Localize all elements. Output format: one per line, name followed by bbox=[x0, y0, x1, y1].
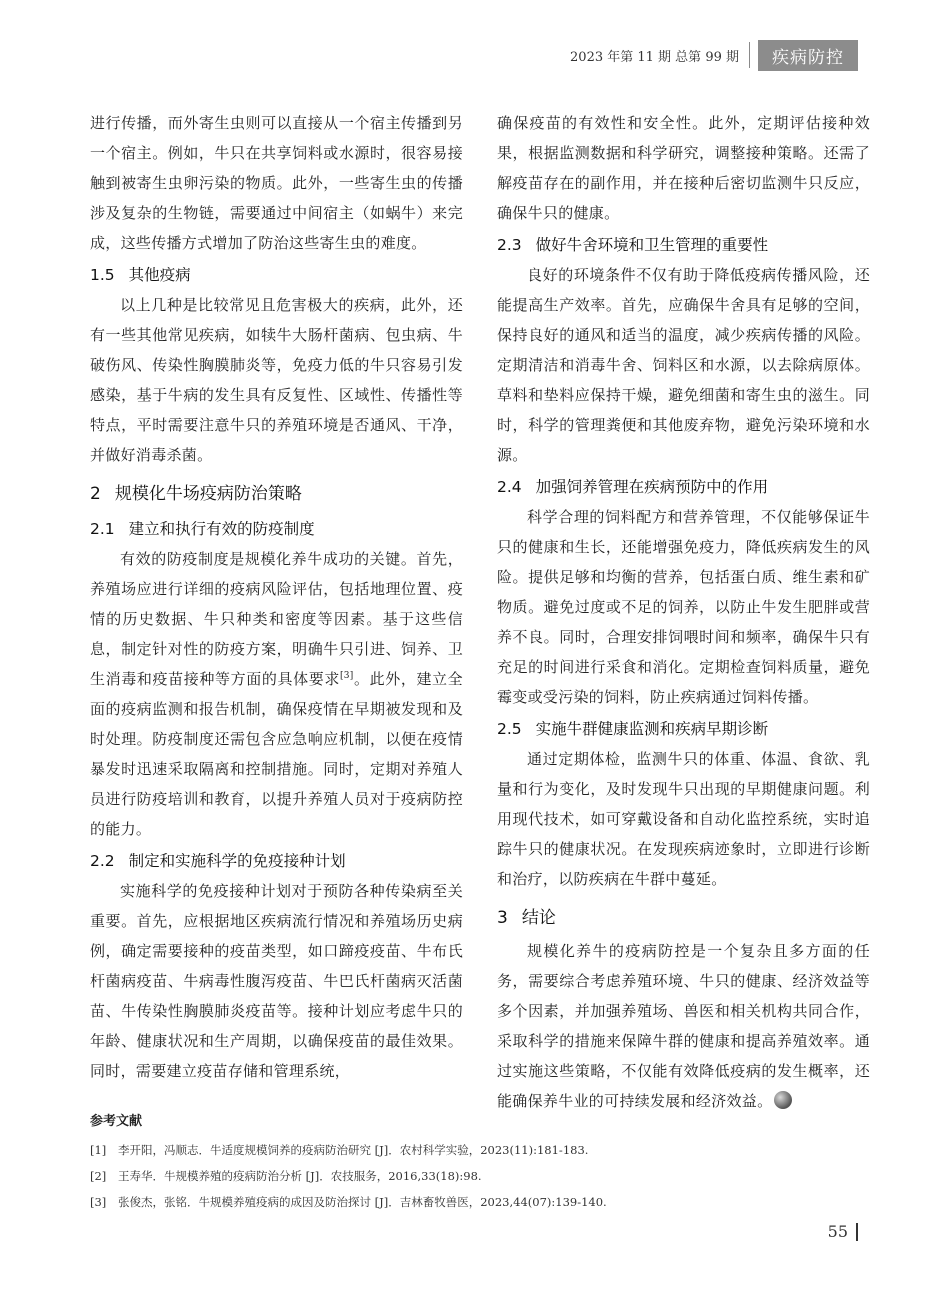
paragraph bbox=[90, 108, 463, 258]
paragraph bbox=[497, 502, 870, 712]
subsection-heading bbox=[497, 230, 870, 260]
heading-text: 做好牛舍环境和卫生管理的重要性 bbox=[535, 236, 769, 254]
paragraph-text: 良好的环境条件不仅有助于降低疫病传播风险，还能提高生产效率。首先，应确保牛舍具有足够的空间，保持良好的通风和适当的温度，减少疾病传播的风险。定期清洁和消毒牛舍、饲料区和水源，以去除病原体。草料和垫料应保持干燥，避免细菌和寄生虫的滋生。同时，科学的管理粪便和其他废弃物，避免污染环境和水源。 bbox=[497, 266, 870, 464]
subsection-heading bbox=[90, 514, 463, 544]
paragraph bbox=[497, 260, 870, 470]
reference-list bbox=[90, 1137, 870, 1215]
paragraph-text: 规模化养牛的疫病防控是一个复杂且多方面的任务，需要综合考虑养殖环境、牛只的健康、经济效益等多个因素，并加强养殖场、兽医和相关机构共同合作，采取科学的措施来保障牛群的健康和提高养殖效率。通过实施这些策略，不仅能有效降低疫病的发生概率，还能确保养牛业的可持续发展和经济效益。 bbox=[497, 942, 870, 1110]
reference-item bbox=[90, 1137, 870, 1163]
paragraph-text: 通过定期体检，监测牛只的体重、体温、食欲、乳量和行为变化，及时发现牛只出现的早期健康问题。利用现代技术，如可穿戴设备和自动化监控系统，实时追踪牛只的健康状况。在发现疾病迹象时，立即进行诊断和治疗，以防疾病在牛群中蔓延。 bbox=[497, 750, 870, 888]
heading-number: 2.3 bbox=[497, 236, 522, 254]
running-header bbox=[570, 40, 858, 70]
subsection-heading bbox=[90, 846, 463, 876]
heading-text: 结论 bbox=[521, 908, 556, 928]
heading-number: 2.2 bbox=[90, 852, 115, 870]
heading-number: 2.5 bbox=[497, 720, 522, 738]
right-column bbox=[497, 108, 870, 1116]
paragraph-text: 科学合理的饲料配方和营养管理，不仅能够保证牛只的健康和生长，还能增强免疫力，降低疾病发生的风险。提供足够和均衡的营养，包括蛋白质、维生素和矿物质。避免过度或不足的饲养，以防止牛发生肥胖或营养不良。同时，合理安排饲喂时间和频率，确保牛只有充足的时间进行采食和消化。定期检查饲料质量，避免霉变或受污染的饲料，防止疾病通过饲料传播。 bbox=[497, 508, 870, 706]
heading-number: 3 bbox=[497, 908, 508, 928]
section-heading bbox=[90, 476, 463, 512]
heading-text: 制定和实施科学的免疫接种计划 bbox=[128, 852, 346, 870]
end-mark-icon bbox=[774, 1091, 792, 1109]
page-number bbox=[828, 1222, 858, 1241]
paragraph-text: 进行传播，而外寄生虫则可以直接从一个宿主传播到另一个宿主。例如，牛只在共享饲料或水源时，很容易接触到被寄生虫卵污染的物质。此外，一些寄生虫的传播涉及复杂的生物链，需要通过中间宿主（如蜗牛）来完成，这些传播方式增加了防治这些寄生虫的难度。 bbox=[90, 114, 463, 252]
paragraph bbox=[497, 936, 870, 1116]
subsection-heading bbox=[90, 260, 463, 290]
paragraph-text: 。此外，建立全面的疫病监测和报告机制，确保疫情在早期被发现和及时处理。防疫制度还需包含应急响应机制，以便在疫情暴发时迅速采取隔离和控制措施。同时，定期对养殖人员进行防疫培训和教育，以提升养殖人员对于疫病防控的能力。 bbox=[90, 670, 463, 838]
paragraph bbox=[90, 290, 463, 470]
paragraph bbox=[90, 876, 463, 1086]
paragraph-text: 确保疫苗的有效性和安全性。此外，定期评估接种效果，根据监测数据和科学研究，调整接种策略。还需了解疫苗存在的副作用，并在接种后密切监测牛只反应，确保牛只的健康。 bbox=[497, 114, 870, 222]
reference-item bbox=[90, 1189, 870, 1215]
reference-index: [2] bbox=[90, 1169, 107, 1183]
reference-index: [1] bbox=[90, 1143, 107, 1157]
references bbox=[90, 1110, 870, 1215]
subsection-heading bbox=[497, 472, 870, 502]
paragraph bbox=[497, 108, 870, 228]
paragraph-text: 实施科学的免疫接种计划对于预防各种传染病至关重要。首先，应根据地区疾病流行情况和养殖场历史病例，确定需要接种的疫苗类型，如口蹄疫疫苗、牛布氏杆菌病疫苗、牛病毒性腹泻疫苗、牛巴氏杆菌病灭活菌苗、牛传染性胸膜肺炎疫苗等。接种计划应考虑牛只的年龄、健康状况和生产周期，以确保疫苗的最佳效果。同时，需要建立疫苗存储和管理系统， bbox=[90, 882, 463, 1080]
heading-text: 规模化牛场疫病防治策略 bbox=[114, 484, 302, 504]
heading-text: 实施牛群健康监测和疾病早期诊断 bbox=[535, 720, 769, 738]
references-title: 参考文献 bbox=[90, 1114, 143, 1129]
heading-text: 加强饲养管理在疾病预防中的作用 bbox=[535, 478, 769, 496]
paragraph-text: 有效的防疫制度是规模化养牛成功的关键。首先，养殖场应进行详细的疫病风险评估，包括地理位置、疫情的历史数据、牛只种类和密度等因素。基于这些信息，制定针对性的防疫方案，明确牛只引进、饲养、卫生消毒和疫苗接种等方面的具体要求 bbox=[90, 550, 463, 688]
header-divider bbox=[749, 42, 750, 68]
heading-text: 建立和执行有效的防疫制度 bbox=[128, 520, 315, 538]
reference-text: 李开阳，冯顺志．牛适度规模饲养的疫病防治研究 [J]．农村科学实验，2023(11):181-183. bbox=[118, 1143, 589, 1157]
paragraph bbox=[497, 744, 870, 894]
reference-text: 张俊杰，张铭．牛规模养殖疫病的成因及防治探讨 [J]．吉林畜牧兽医，2023,44(07):139-140. bbox=[118, 1195, 607, 1209]
heading-number: 1.5 bbox=[90, 266, 115, 284]
citation-marker: [3] bbox=[339, 671, 354, 681]
page-number-text: 55 bbox=[827, 1222, 848, 1241]
left-column bbox=[90, 108, 463, 1086]
heading-number: 2.4 bbox=[497, 478, 522, 496]
section-badge: 疾病防控 bbox=[758, 40, 858, 71]
page-number-bar bbox=[856, 1223, 858, 1241]
issue-info: 2023 年第 11 期 总第 99 期 bbox=[570, 49, 739, 65]
heading-number: 2 bbox=[90, 484, 101, 504]
reference-text: 王寿华．牛规模养殖的疫病防治分析 [J]．农技服务，2016,33(18):98. bbox=[118, 1169, 482, 1183]
subsection-heading bbox=[497, 714, 870, 744]
heading-number: 2.1 bbox=[90, 520, 115, 538]
section-heading bbox=[497, 900, 870, 936]
reference-item bbox=[90, 1163, 870, 1189]
paragraph bbox=[90, 544, 463, 844]
paragraph-text: 以上几种是比较常见且危害极大的疾病，此外，还有一些其他常见疾病，如犊牛大肠杆菌病、包虫病、牛破伤风、传染性胸膜肺炎等，免疫力低的牛只容易引发感染，基于牛病的发生具有反复性、区域性、传播性等特点，平时需要注意牛只的养殖环境是否通风、干净，并做好消毒杀菌。 bbox=[90, 296, 463, 464]
reference-index: [3] bbox=[90, 1195, 107, 1209]
heading-text: 其他疫病 bbox=[128, 266, 191, 284]
